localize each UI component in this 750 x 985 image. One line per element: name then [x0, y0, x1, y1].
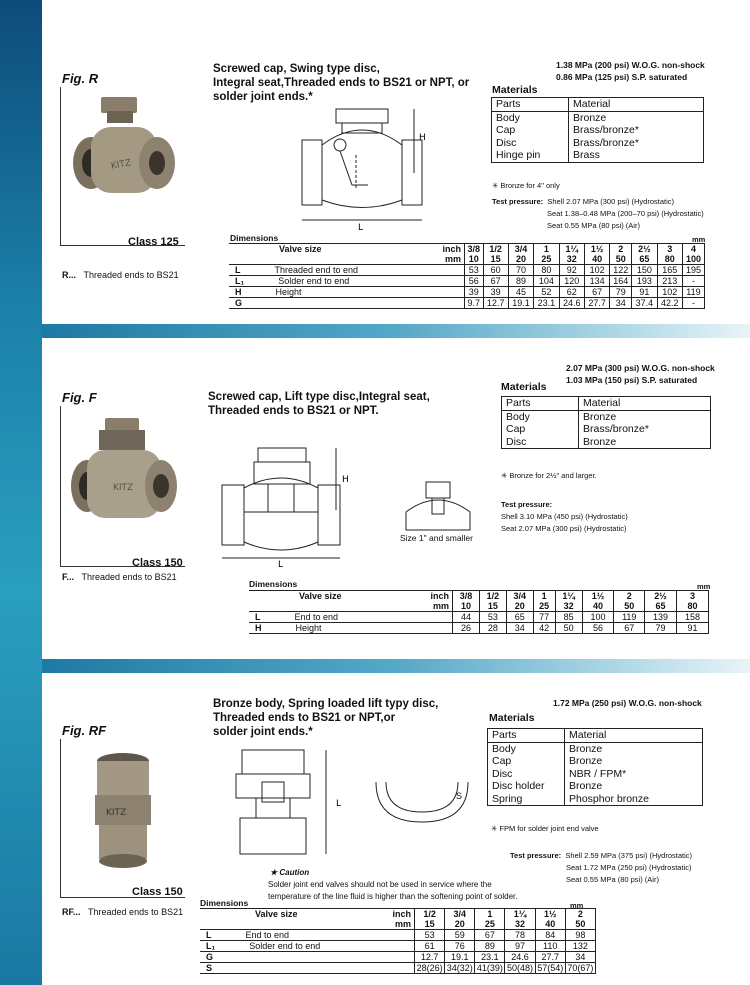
size-mm-cell: 20	[508, 254, 533, 265]
size-mm-cell: 50	[614, 601, 645, 612]
value-cell: 37.4	[632, 298, 657, 309]
caution-note: ★ Caution Solder joint end valves should not be used in service where the temperature of the line fluid is higher than the softening point of solder.	[268, 868, 518, 901]
size-mm-cell: 25	[534, 254, 559, 265]
section-title: Bronze body, Spring loaded lift typy disc, Threaded ends to BS21 or NPT,or solder joint ends.*	[213, 698, 439, 738]
svg-text:H: H	[342, 475, 349, 485]
row-key-label: S	[206, 963, 213, 973]
table-row	[229, 276, 705, 287]
value-cell: 119	[682, 287, 704, 298]
value-cell: 150	[632, 265, 657, 276]
value-cell: 50	[555, 623, 582, 634]
value-cell: 79	[645, 623, 677, 634]
dimensions-table: Valve size inch 3/8 1/2 3/4 1 1¼ 1½ 2 2½ 3 mm 10 15 20 25 32 40 50 65 80 L End to end 44 53 65 77 85 100 119 139 158 H Height 26 28 34 42 50 56 67 79 91	[249, 590, 709, 634]
row-desc	[213, 952, 247, 962]
size-mm-cell: 25	[533, 601, 555, 612]
table-row	[200, 963, 596, 974]
size-mm-cell: 15	[483, 254, 508, 265]
value-cell: -	[682, 276, 704, 287]
size-inch-cell: 4	[682, 244, 704, 255]
pressure-rating: 1.72 MPa (250 psi) W.O.G. non-shock	[553, 698, 702, 708]
size-mm-cell: 80	[676, 601, 708, 612]
value-cell: 89	[508, 276, 533, 287]
section-divider	[42, 324, 750, 338]
row-desc: End to end	[294, 612, 339, 622]
row-desc: Threaded end to end	[274, 265, 359, 275]
units-label: mm	[697, 582, 711, 591]
cross-section-drawing	[226, 742, 346, 864]
value-cell: 26	[453, 623, 480, 634]
size-inch-cell: 1½	[582, 591, 614, 602]
size-mm-cell: 50	[565, 919, 595, 930]
value-cell: 27.7	[584, 298, 609, 309]
material-note: ✳ Bronze for 4" only	[492, 181, 560, 190]
size-inch-cell: 1	[534, 244, 559, 255]
size-inch-cell: 2	[614, 591, 645, 602]
value-cell: 59	[445, 930, 475, 941]
size-inch-cell: 1¼	[559, 244, 584, 255]
size-mm-cell: 25	[475, 919, 505, 930]
cross-section-drawing	[218, 440, 358, 570]
material-note: ✳ FPM for solder joint end valve	[491, 824, 599, 833]
value-cell: 28(26)	[415, 963, 445, 974]
value-cell: 213	[657, 276, 682, 287]
section-divider	[42, 659, 750, 673]
value-cell: 19.1	[445, 952, 475, 963]
drawing-label-s: S	[456, 791, 463, 801]
svg-text:KITZ: KITZ	[106, 808, 127, 818]
table-row	[249, 612, 709, 623]
value-cell: 70	[508, 265, 533, 276]
solder-end-detail	[372, 778, 472, 828]
value-cell: 65	[506, 612, 533, 623]
size-inch-cell: 2	[565, 909, 595, 920]
size-mm-cell: 15	[479, 601, 506, 612]
row-key-label: L	[255, 612, 261, 622]
row-desc: Solder end to end	[278, 276, 350, 286]
value-cell: 9.7	[465, 298, 484, 309]
value-cell: 158	[676, 612, 708, 623]
value-cell: 78	[505, 930, 535, 941]
value-cell: 97	[505, 941, 535, 952]
value-cell: 62	[559, 287, 584, 298]
value-cell: 92	[559, 265, 584, 276]
size-inch-cell: 2	[610, 244, 632, 255]
value-cell: 41(39)	[475, 963, 505, 974]
value-cell: 24.6	[559, 298, 584, 309]
value-cell: 12.7	[415, 952, 445, 963]
size-inch-cell: 3/8	[453, 591, 480, 602]
product-photo	[60, 739, 185, 898]
size-inch-cell: 1½	[584, 244, 609, 255]
row-desc	[242, 298, 276, 308]
class-label: Class 150	[132, 557, 183, 569]
value-cell: 77	[533, 612, 555, 623]
value-cell: 34(32)	[445, 963, 475, 974]
row-key	[229, 298, 439, 309]
size-inch-cell: 1½	[535, 909, 565, 920]
dimensions-table: Valve size inch 3/8 1/2 3/4 1 1¼ 1½ 2 2½ 3 4 mm 10 15 20 25 32 40 50 65 80 100 L Threaded end to end 53 60 70 80 92 102 122 150 165 195 L₁ Solder end to end 56 67 89 104 120 134 164 193 213 - H Height 39 39 45 52 62 67 79 91 102 119 G 9.7 12.7 19.1 23.1 24.6 27.7 34 37.4 42.2 -	[229, 243, 705, 309]
table-row	[200, 941, 596, 952]
value-cell: 165	[657, 265, 682, 276]
size-inch-cell: 3/4	[445, 909, 475, 920]
row-desc: Height	[295, 623, 322, 633]
table-row	[200, 930, 596, 941]
svg-text:L: L	[278, 560, 284, 570]
value-cell: 39	[483, 287, 508, 298]
value-cell: 195	[682, 265, 704, 276]
value-cell: 110	[535, 941, 565, 952]
size-mm-cell: 20	[506, 601, 533, 612]
size-mm-cell: 40	[584, 254, 609, 265]
row-key-label: L₁	[206, 941, 216, 951]
table-row	[229, 298, 705, 309]
value-cell: 132	[565, 941, 595, 952]
size-mm-cell: 65	[632, 254, 657, 265]
row-key	[229, 287, 439, 298]
value-cell: 53	[479, 612, 506, 623]
value-cell: 19.1	[508, 298, 533, 309]
ends-note: F... Threaded ends to BS21	[62, 572, 177, 582]
value-cell: 164	[610, 276, 632, 287]
pressure-rating: 1.38 MPa (200 psi) W.O.G. non-shock 0.86 MPa (125 psi) S.P. saturated	[556, 60, 705, 82]
row-key-label: G	[206, 952, 214, 962]
size-mm-cell: 80	[657, 254, 682, 265]
section-title: Screwed cap, Lift type disc,Integral seat, Threaded ends to BS21 or NPT.	[208, 391, 430, 417]
test-pressure: Test pressure: Shell 2.07 MPa (300 psi) (Hydrostatic) Seat 1.38–0.48 MPa (200–70 psi) (Hydrostatic) Seat 0.55 MPa (80 psi) (Air)	[492, 197, 704, 230]
value-cell: 91	[676, 623, 708, 634]
value-cell: 139	[645, 612, 677, 623]
size-note: Size 1" and smaller	[400, 533, 473, 543]
value-cell: 23.1	[475, 952, 505, 963]
value-cell: 34	[565, 952, 595, 963]
value-cell: 28	[479, 623, 506, 634]
size-mm-cell: 32	[559, 254, 584, 265]
units-label: mm	[692, 235, 706, 244]
size-mm-cell: 32	[555, 601, 582, 612]
ends-note: R... Threaded ends to BS21	[62, 270, 179, 280]
materials-title: Materials	[489, 712, 535, 724]
class-label: Class 150	[132, 886, 183, 898]
pressure-rating: 2.07 MPa (300 psi) W.O.G. non-shock 1.03 MPa (150 psi) S.P. saturated	[566, 363, 715, 385]
fig-label: Fig. RF	[62, 723, 107, 738]
svg-text:H: H	[419, 133, 426, 143]
value-cell: 57(54)	[535, 963, 565, 974]
size-mm-cell: 50	[610, 254, 632, 265]
product-photo	[60, 87, 185, 246]
size-inch-cell: 2½	[632, 244, 657, 255]
value-cell: 80	[534, 265, 559, 276]
svg-text:L: L	[336, 799, 342, 809]
value-cell: 100	[582, 612, 614, 623]
value-cell: 85	[555, 612, 582, 623]
value-cell: 50(48)	[505, 963, 535, 974]
value-cell: 34	[506, 623, 533, 634]
value-cell: 122	[610, 265, 632, 276]
value-cell: 56	[465, 276, 484, 287]
size-inch-cell: 3/4	[506, 591, 533, 602]
class-label: Class 125	[128, 236, 179, 248]
value-cell: 42.2	[657, 298, 682, 309]
value-cell: 23.1	[534, 298, 559, 309]
value-cell: 70(67)	[565, 963, 595, 974]
value-cell: 91	[632, 287, 657, 298]
value-cell: 67	[475, 930, 505, 941]
row-key-label: L	[206, 930, 212, 940]
size-mm-cell: 10	[465, 254, 484, 265]
size-mm-cell: 10	[453, 601, 480, 612]
row-key	[200, 941, 375, 952]
value-cell: 44	[453, 612, 480, 623]
value-cell: 60	[483, 265, 508, 276]
row-key	[229, 265, 439, 276]
side-strip	[0, 0, 42, 985]
row-desc: Solder end to end	[249, 941, 321, 951]
size-inch-cell: 1¼	[505, 909, 535, 920]
value-cell: 45	[508, 287, 533, 298]
size-inch-cell: 3/4	[508, 244, 533, 255]
value-cell: 53	[465, 265, 484, 276]
row-key-label: L₁	[235, 276, 245, 286]
value-cell: 104	[534, 276, 559, 287]
row-key-label: G	[235, 298, 243, 308]
value-cell: 39	[465, 287, 484, 298]
row-key-label: L	[235, 265, 241, 275]
size-inch-cell: 1¼	[555, 591, 582, 602]
value-cell: 79	[610, 287, 632, 298]
value-cell: 102	[584, 265, 609, 276]
value-cell: -	[682, 298, 704, 309]
small-valve-detail	[402, 478, 474, 534]
value-cell: 67	[584, 287, 609, 298]
row-desc	[212, 963, 246, 973]
cross-section-drawing	[296, 95, 436, 235]
row-key	[249, 623, 409, 634]
value-cell: 98	[565, 930, 595, 941]
units-label: mm	[570, 901, 584, 910]
size-mm-cell: 65	[645, 601, 677, 612]
fig-label: Fig. R	[62, 71, 99, 86]
row-key-label: H	[235, 287, 242, 297]
materials-table: Parts Material Body Bronze Cap Brass/bronze* Disc Bronze	[501, 396, 711, 449]
row-key	[200, 952, 375, 963]
svg-text:L: L	[358, 223, 364, 233]
value-cell: 52	[534, 287, 559, 298]
size-inch-cell: 1/2	[415, 909, 445, 920]
table-row	[249, 623, 709, 634]
dimensions-title: Dimensions	[230, 233, 279, 243]
material-note: ✳ Bronze for 2½" and larger.	[501, 471, 597, 480]
value-cell: 24.6	[505, 952, 535, 963]
table-row	[200, 952, 596, 963]
row-key	[229, 276, 439, 287]
row-key	[249, 612, 409, 623]
row-desc: End to end	[245, 930, 290, 940]
section-title: Screwed cap, Swing type disc, Integral seat,Threaded ends to BS21 or NPT, or solder joint ends.*	[213, 63, 470, 103]
value-cell: 120	[559, 276, 584, 287]
svg-text:KITZ: KITZ	[110, 158, 132, 172]
size-mm-cell: 15	[415, 919, 445, 930]
size-inch-cell: 1/2	[483, 244, 508, 255]
size-inch-cell: 1	[533, 591, 555, 602]
value-cell: 84	[535, 930, 565, 941]
ends-note: RF... Threaded ends to BS21	[62, 907, 184, 917]
row-key	[200, 963, 375, 974]
value-cell: 89	[475, 941, 505, 952]
materials-table: Parts Material Body Bronze Cap Bronze Disc NBR / FPM* Disc holder Bronze Spring Phosphor bronze	[487, 728, 703, 806]
value-cell: 27.7	[535, 952, 565, 963]
materials-title: Materials	[492, 84, 538, 96]
value-cell: 53	[415, 930, 445, 941]
dimensions-title: Dimensions	[249, 579, 298, 589]
value-cell: 61	[415, 941, 445, 952]
size-mm-cell: 20	[445, 919, 475, 930]
size-inch-cell: 1	[475, 909, 505, 920]
product-photo	[60, 406, 185, 567]
value-cell: 56	[582, 623, 614, 634]
value-cell: 193	[632, 276, 657, 287]
value-cell: 134	[584, 276, 609, 287]
size-inch-cell: 3	[657, 244, 682, 255]
table-row	[229, 287, 705, 298]
size-inch-cell: 3/8	[465, 244, 484, 255]
value-cell: 12.7	[483, 298, 508, 309]
materials-title: Materials	[501, 381, 547, 393]
fig-label: Fig. F	[62, 390, 97, 405]
size-inch-cell: 1/2	[479, 591, 506, 602]
dimensions-table: Valve size inch 1/2 3/4 1 1¼ 1½ 2 mm 15 20 25 32 40 50 L End to end 53 59 67 78 84 98 L₁ Solder end to end 61 76 89 97 110 132 G 12.7 19.1 23.1 24.6 27.7 34 S 28(26) 34(32) 41(39) 50(48) 57(54) 70(67)	[200, 908, 596, 974]
size-mm-cell: 32	[505, 919, 535, 930]
row-key-label: H	[255, 623, 262, 633]
size-mm-cell: 100	[682, 254, 704, 265]
value-cell: 67	[483, 276, 508, 287]
value-cell: 67	[614, 623, 645, 634]
value-cell: 76	[445, 941, 475, 952]
size-mm-cell: 40	[582, 601, 614, 612]
value-cell: 119	[614, 612, 645, 623]
row-desc: Height	[275, 287, 302, 297]
size-inch-cell: 3	[676, 591, 708, 602]
value-cell: 42	[533, 623, 555, 634]
row-key	[200, 930, 375, 941]
test-pressure: Test pressure: Shell 2.59 MPa (375 psi) (Hydrostatic) Seat 1.72 MPa (250 psi) (Hydrostatic) Seat 0.55 MPa (80 psi) (Air)	[510, 851, 693, 884]
size-inch-cell: 2½	[645, 591, 677, 602]
svg-text:KITZ: KITZ	[113, 483, 134, 493]
dimensions-title: Dimensions	[200, 898, 249, 908]
value-cell: 102	[657, 287, 682, 298]
table-row	[229, 265, 705, 276]
test-pressure: Test pressure: Shell 3.10 MPa (450 psi) (Hydrostatic) Seat 2.07 MPa (300 psi) (Hydrostatic)	[501, 500, 628, 533]
size-mm-cell: 40	[535, 919, 565, 930]
materials-table: Parts Material Body Bronze Cap Brass/bronze* Disc Brass/bronze* Hinge pin Brass	[491, 97, 704, 163]
value-cell: 34	[610, 298, 632, 309]
